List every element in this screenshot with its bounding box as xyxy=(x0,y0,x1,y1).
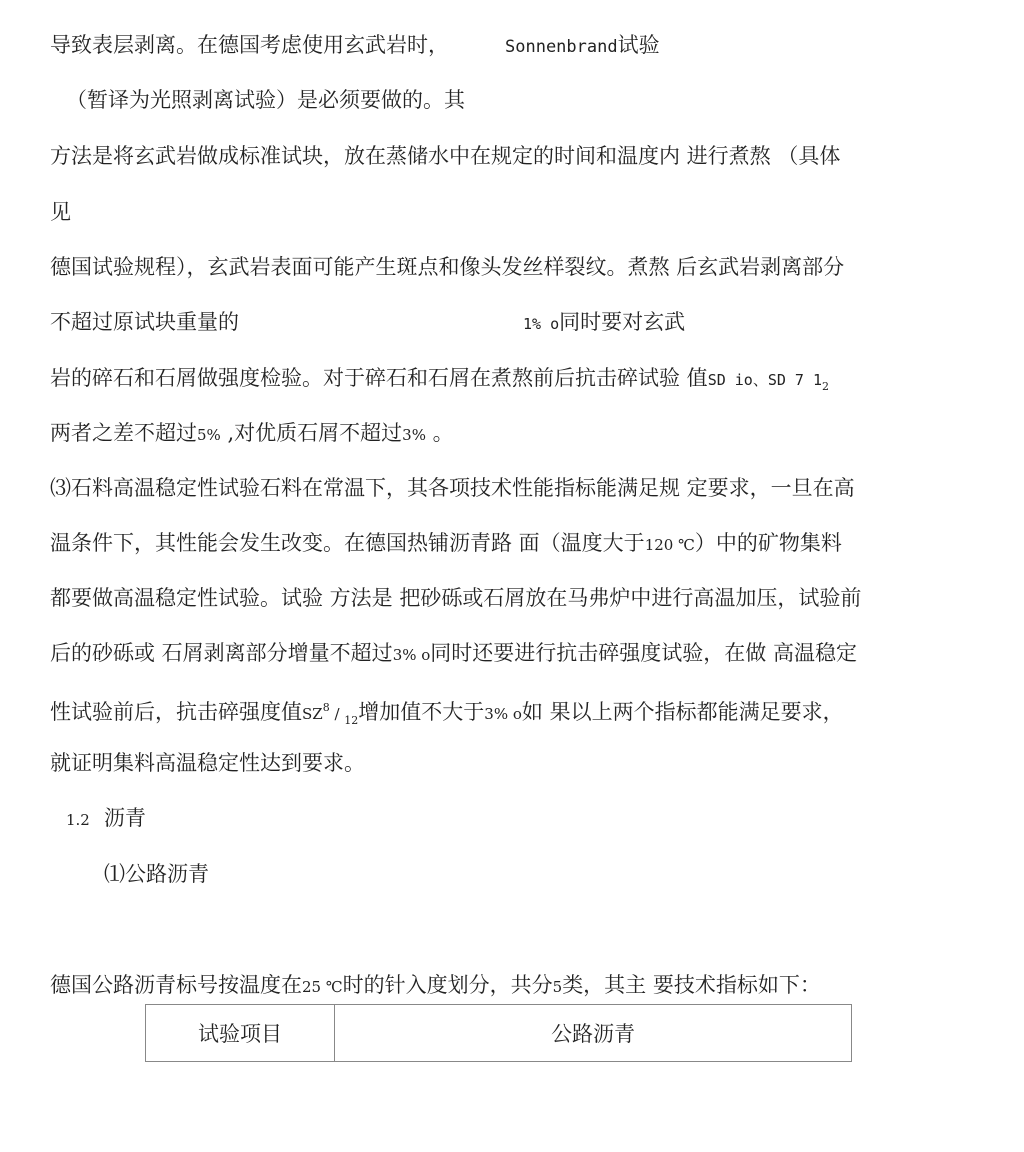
table-row xyxy=(146,1005,852,1062)
section-number: 1.2 xyxy=(66,811,90,829)
text: 如 果以上两个指标都能满足要求， xyxy=(521,700,844,724)
text: / xyxy=(329,705,345,723)
text: ）中的矿物集料 xyxy=(694,531,842,555)
paragraph-line: 德国试验规程），玄武岩表面可能产生斑点和像头发丝样裂纹。煮熬 后玄武岩剥离部分 xyxy=(50,255,845,279)
value: SZ xyxy=(302,705,323,723)
subsection-heading: ⑴公路沥青 xyxy=(104,862,209,886)
text: 同时还要进行抗击碎强度试验，在做 高温稳定 xyxy=(430,641,857,665)
text: 岩的碎石和石屑做强度检验。对于碎石和石屑在煮熬前后抗击碎试验 值 xyxy=(50,366,708,390)
value: 120 ℃ xyxy=(644,536,695,554)
value: 25 ℃ xyxy=(302,978,343,996)
term-sonnenbrand: Sonnenbrand xyxy=(505,37,618,57)
subscript: 12 xyxy=(344,714,359,728)
text: 性试验前后，抗击碎强度值 xyxy=(50,700,302,724)
table-header-cell: 试验项目 xyxy=(146,1005,335,1062)
value: 1% o xyxy=(523,315,560,333)
section-heading xyxy=(66,804,146,834)
paragraph-line xyxy=(50,694,844,735)
paragraph-line xyxy=(50,971,821,1001)
section-title: 沥青 xyxy=(103,806,146,830)
value: 5% xyxy=(197,426,221,444)
text: 后的砂砾或 石屑剥离部分增量不超过 xyxy=(50,641,393,665)
table-header-cell: 公路沥青 xyxy=(335,1005,852,1062)
text: 两者之差不超过 xyxy=(50,421,197,445)
value: 3% o xyxy=(392,646,431,664)
text: 试验 xyxy=(617,33,660,57)
paragraph-line xyxy=(50,308,685,338)
text: 时的针入度划分，共分 xyxy=(342,973,553,997)
value: 5 xyxy=(552,978,563,996)
paragraph-line xyxy=(50,639,857,669)
subscript: 2 xyxy=(822,380,830,394)
paragraph-line xyxy=(50,529,842,559)
superscript: 8 xyxy=(322,701,330,714)
paragraph-line xyxy=(50,419,454,449)
text: 导致表层剥离。在德国考虑使用玄武岩时， xyxy=(50,33,449,57)
spec-table xyxy=(145,1004,852,1062)
paragraph-line: 方法是将玄武岩做成标准试块，放在蒸储水中在规定的时间和温度内 进行煮熬 （具体 xyxy=(50,144,841,168)
paragraph-line xyxy=(50,364,829,401)
text: 温条件下，其性能会发生改变。在德国热铺沥青路 面（温度大于 xyxy=(50,531,645,555)
paragraph-line: （暂译为光照剥离试验）是必须要做的。其 xyxy=(66,88,465,112)
paragraph-line xyxy=(50,31,660,61)
text: 德国公路沥青标号按温度在 xyxy=(50,973,302,997)
value: 3% o xyxy=(484,705,522,723)
text: 不超过原试块重量的 xyxy=(50,310,239,334)
text: 同时要对玄武 xyxy=(559,310,686,334)
text: 增加值不大于 xyxy=(358,700,485,724)
paragraph-line: ⑶石料高温稳定性试验石料在常温下，其各项技术性能指标能满足规 定要求，一旦在高 xyxy=(50,476,855,500)
text: 。 xyxy=(425,421,454,445)
text: ,对优质石屑不超过 xyxy=(220,421,403,445)
value: SD io、SD 7 1 xyxy=(707,371,823,389)
paragraph-line: 都要做高温稳定性试验。试验 方法是 把砂砾或石屑放在马弗炉中进行高温加压，试验前 xyxy=(50,586,862,610)
value: 3% xyxy=(402,426,426,444)
text: 类，其主 要技术指标如下： xyxy=(562,973,821,997)
paragraph-line: 见 xyxy=(50,200,71,224)
paragraph-line: 就证明集料高温稳定性达到要求。 xyxy=(50,751,365,775)
